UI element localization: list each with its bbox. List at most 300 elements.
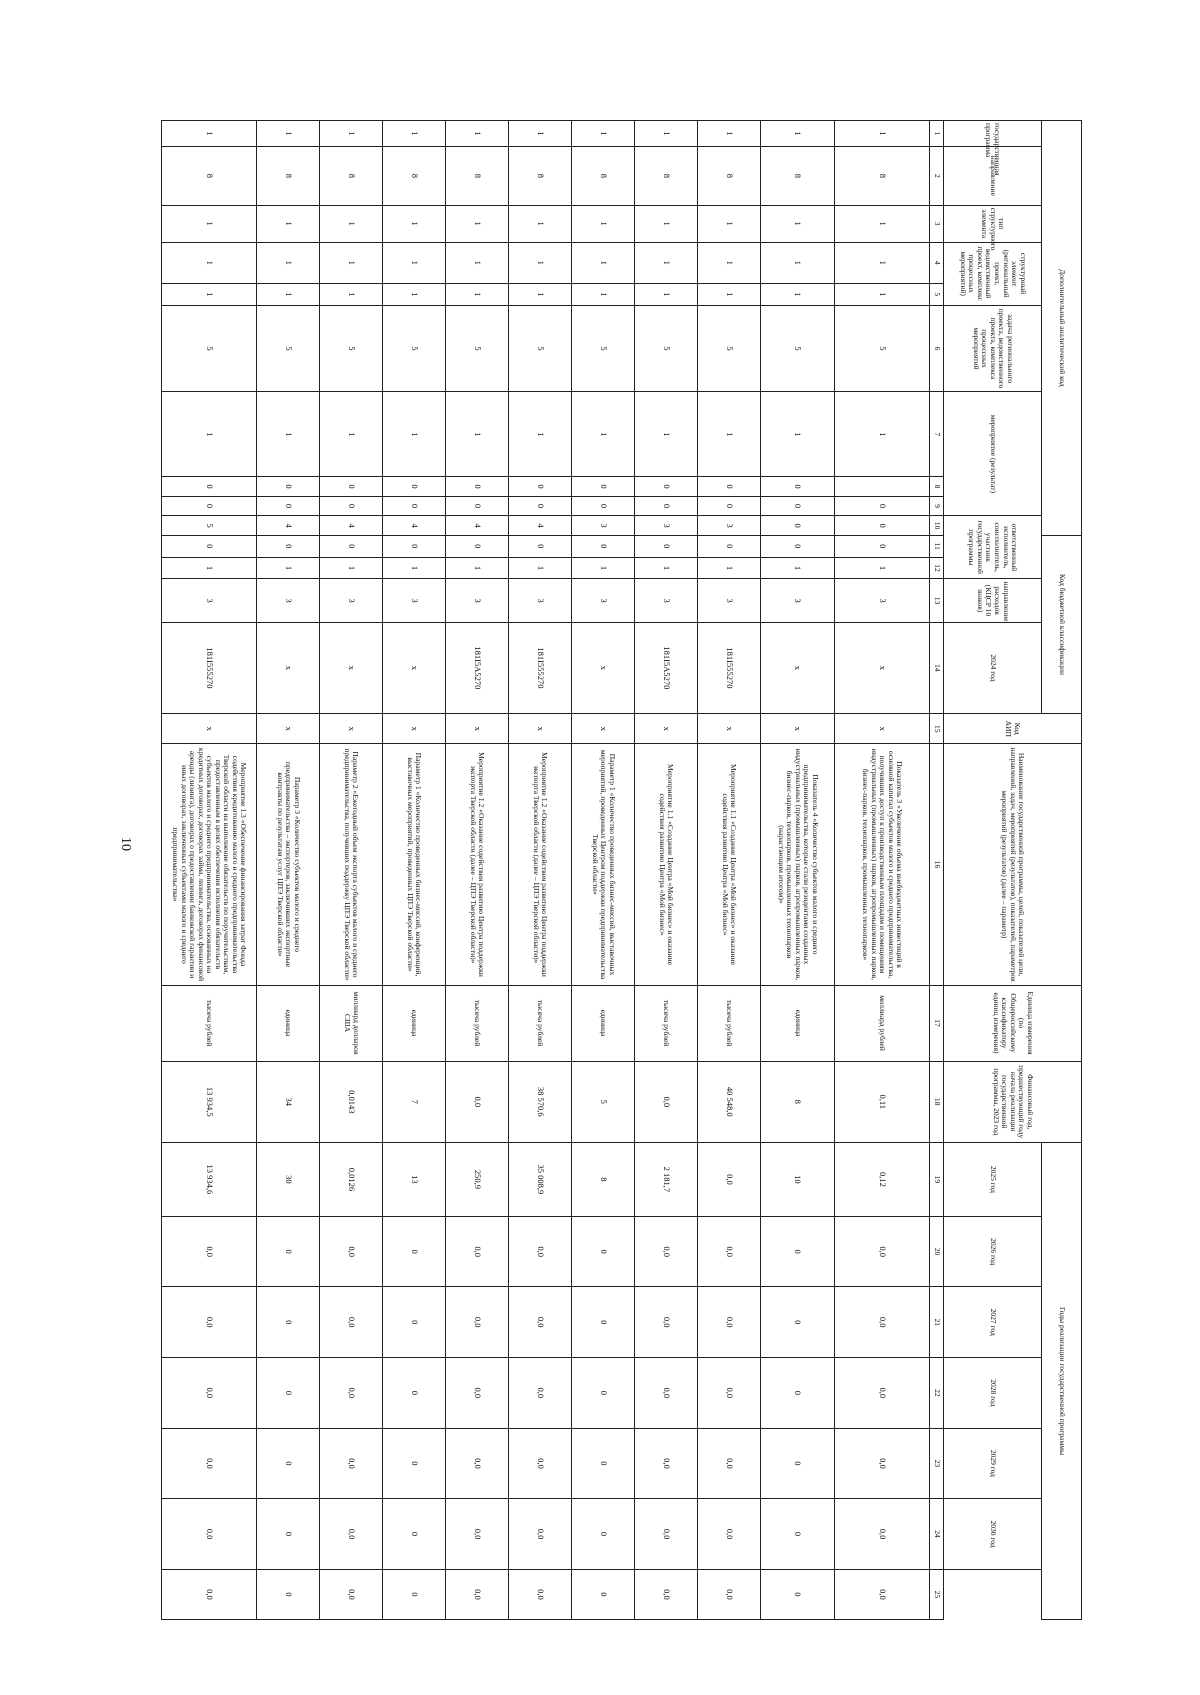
row-year-value-2027: 0,0	[446, 1358, 509, 1429]
row-code-2: 8	[698, 147, 761, 206]
row-code-8	[835, 477, 930, 497]
row-unit-cell: единица	[257, 985, 320, 1061]
row-code-3: 1	[761, 205, 835, 242]
row-code-12: 1	[835, 557, 930, 579]
row-unit-cell: тысяча рублей	[162, 985, 257, 1061]
row-code-3: 1	[635, 205, 698, 242]
header-year-2027: 2027 год	[944, 1287, 1042, 1358]
row-expense-code: х	[320, 622, 383, 713]
row-code-3: 1	[698, 205, 761, 242]
row-code-1: 1	[572, 121, 635, 147]
row-year-value-2026: 0	[257, 1287, 320, 1358]
row-code-6: 5	[320, 305, 383, 392]
row-code-2: 8	[320, 147, 383, 206]
column-number: 9	[930, 496, 944, 516]
row-expense-code: х	[383, 622, 446, 713]
row-code-2: 8	[446, 147, 509, 206]
row-year-value-2024: 8	[572, 1143, 635, 1217]
column-number: 21	[930, 1287, 944, 1358]
row-code-9: 0	[383, 496, 446, 516]
row-code-13: 3	[446, 579, 509, 622]
column-number: 10	[930, 516, 944, 536]
row-code-13: 3	[572, 579, 635, 622]
row-code-5: 1	[383, 283, 446, 305]
row-code-11: 0	[509, 535, 572, 557]
column-number: 2	[930, 147, 944, 206]
row-code-8: 0	[383, 477, 446, 497]
row-code-4: 1	[635, 242, 698, 283]
row-year-value-2025: 0,0	[162, 1216, 257, 1287]
row-code-3: 1	[383, 205, 446, 242]
row-year-value-2028: 0,0	[509, 1428, 572, 1499]
column-number: 23	[930, 1428, 944, 1499]
row-year-value-2027: 0,0	[509, 1358, 572, 1429]
row-name-cell: Мероприятие 1.2 «Оказание содействия развитию Центра поддержки экспорта Тверской области (далее – ЦПЭ Тверской области)»	[446, 744, 509, 985]
row-code-12: 1	[572, 557, 635, 579]
row-code-11: 0	[698, 535, 761, 557]
row-year-value-2028: 0,0	[320, 1428, 383, 1499]
row-code-7: 1	[383, 392, 446, 477]
column-number: 5	[930, 283, 944, 305]
row-year-value-2025: 0	[572, 1216, 635, 1287]
row-year-value-2030: 0,0	[446, 1569, 509, 1619]
row-year-value-2028: 0	[761, 1428, 835, 1499]
row-year-value-2026: 0,0	[446, 1287, 509, 1358]
row-year-value-2024: 13 934,6	[162, 1143, 257, 1217]
row-aip-code: х	[162, 714, 257, 744]
table-row	[320, 121, 383, 1620]
row-code-9: 0	[572, 496, 635, 516]
row-year-value-2024: 10	[761, 1143, 835, 1217]
row-base-value: 0,0	[635, 1061, 698, 1142]
row-aip-code: х	[257, 714, 320, 744]
row-aip-code: х	[383, 714, 446, 744]
row-code-7: 1	[257, 392, 320, 477]
row-unit-cell: тысяча рублей	[509, 985, 572, 1061]
row-year-value-2026: 0,0	[320, 1287, 383, 1358]
row-name-cell: Параметр 1 «Количество проведенных бизнес-миссий, выставочных мероприятий, проведенных Центром поддержки предпринимательства Тверской области»	[572, 744, 635, 985]
row-code-11: 0	[257, 535, 320, 557]
row-code-4: 1	[446, 242, 509, 283]
row-year-value-2029: 0	[383, 1499, 446, 1570]
row-year-value-2026: 0,0	[635, 1287, 698, 1358]
row-code-10: 3	[698, 516, 761, 536]
row-year-value-2028: 0,0	[698, 1428, 761, 1499]
row-code-12: 1	[509, 557, 572, 579]
row-code-9: 0	[257, 496, 320, 516]
row-year-value-2030: 0,0	[509, 1569, 572, 1619]
row-code-3: 1	[509, 205, 572, 242]
row-code-2: 8	[383, 147, 446, 206]
row-code-5: 1	[162, 283, 257, 305]
row-code-7: 1	[698, 392, 761, 477]
row-year-value-2029: 0,0	[835, 1499, 930, 1570]
row-code-5: 1	[835, 283, 930, 305]
page-number: 10	[118, 837, 133, 851]
row-unit-cell: тысяча рублей	[635, 985, 698, 1061]
table-row	[383, 121, 446, 1620]
row-year-value-2026: 0	[572, 1287, 635, 1358]
row-code-8: 0	[572, 477, 635, 497]
row-expense-code: х	[257, 622, 320, 713]
row-code-10: 3	[635, 516, 698, 536]
header-year-2030: 2030 год	[944, 1499, 1042, 1570]
row-code-3: 1	[320, 205, 383, 242]
row-year-value-2030: 0,0	[320, 1569, 383, 1619]
row-code-1: 1	[761, 121, 835, 147]
row-year-value-2028: 0,0	[162, 1428, 257, 1499]
row-year-value-2027: 0,0	[162, 1358, 257, 1429]
row-code-5: 1	[446, 283, 509, 305]
row-year-value-2025: 0,0	[698, 1216, 761, 1287]
table-row	[698, 121, 761, 1620]
row-code-5: 1	[257, 283, 320, 305]
row-code-6: 5	[446, 305, 509, 392]
row-aip-code: х	[572, 714, 635, 744]
row-code-8: 0	[257, 477, 320, 497]
row-code-11: 0	[761, 535, 835, 557]
row-name-cell: Параметр 3 «Количество субъектов малого и среднего предпринимательства – экспортеров, заключивших экспортные контракты по результатам услуг ЦПЭ Тверской области»	[257, 744, 320, 985]
row-year-value-2026: 0	[383, 1287, 446, 1358]
row-year-value-2028: 0,0	[635, 1428, 698, 1499]
row-year-value-2030: 0,0	[835, 1569, 930, 1619]
row-expense-code: 181I555270	[698, 622, 761, 713]
column-number: 7	[930, 392, 944, 477]
row-code-13: 3	[698, 579, 761, 622]
row-code-2: 8	[162, 147, 257, 206]
header-year-2024: 2024 год	[944, 622, 1042, 713]
row-code-3: 1	[257, 205, 320, 242]
row-code-1: 1	[446, 121, 509, 147]
row-expense-code: 181I555270	[509, 622, 572, 713]
row-code-6: 5	[698, 305, 761, 392]
header-year-2026: 2026 год	[944, 1216, 1042, 1287]
table-row	[761, 121, 835, 1620]
row-year-value-2029: 0,0	[635, 1499, 698, 1570]
table-row	[835, 121, 930, 1620]
row-code-8: 0	[162, 477, 257, 497]
row-code-11: 0	[635, 535, 698, 557]
header-type: тип структурного элемента	[944, 205, 1042, 242]
row-code-6: 5	[635, 305, 698, 392]
row-code-10: 5	[162, 516, 257, 536]
column-number: 20	[930, 1216, 944, 1287]
header-name: Наименование государственной программы, целей, показателей цели, направлений, задач, мероприятий (результатов), показателей, параметров мероприятий (результатов) (далее – параметр)	[944, 744, 1082, 985]
row-base-value: 38 570,6	[509, 1061, 572, 1142]
row-code-1: 1	[162, 121, 257, 147]
row-year-value-2024: 35 008,9	[509, 1143, 572, 1217]
header-executor: ответственный исполнитель, соисполнитель, участник государственной программы	[944, 516, 1042, 579]
row-base-value: 0,0	[446, 1061, 509, 1142]
row-unit-cell: единица	[572, 985, 635, 1061]
header-task: задача регионального проекта, ведомственного проекта, комплекса процессных мероприятий	[944, 305, 1042, 392]
row-aip-code: х	[635, 714, 698, 744]
header-years-group: Годы реализации государственной программы	[1042, 1143, 1082, 1620]
row-code-6: 5	[162, 305, 257, 392]
row-year-value-2026: 0,0	[509, 1287, 572, 1358]
row-year-value-2030: 0,0	[698, 1569, 761, 1619]
row-code-1: 1	[698, 121, 761, 147]
row-code-11: 0	[572, 535, 635, 557]
row-code-10: 4	[446, 516, 509, 536]
row-code-13: 3	[635, 579, 698, 622]
row-code-7: 1	[320, 392, 383, 477]
column-number: 14	[930, 622, 944, 713]
row-code-3: 1	[835, 205, 930, 242]
column-number: 17	[930, 985, 944, 1061]
row-year-value-2029: 0,0	[162, 1499, 257, 1570]
row-name-cell: Мероприятие 1.1 «Создание Центра «Мой бизнес» и оказание содействия развитию Центра «Мой бизнес»	[635, 744, 698, 985]
row-base-value: 5	[572, 1061, 635, 1142]
row-code-1: 1	[320, 121, 383, 147]
row-code-11: 0	[162, 535, 257, 557]
row-year-value-2024: 2 181,7	[635, 1143, 698, 1217]
column-number: 24	[930, 1499, 944, 1570]
row-base-value: 34	[257, 1061, 320, 1142]
program-table	[161, 120, 1082, 1620]
table-row	[257, 121, 320, 1620]
row-code-12: 1	[383, 557, 446, 579]
column-number: 4	[930, 242, 944, 283]
row-code-9: 0	[162, 496, 257, 516]
row-year-value-2030: 0,0	[635, 1569, 698, 1619]
row-code-4: 1	[257, 242, 320, 283]
row-code-6: 5	[572, 305, 635, 392]
row-name-cell: Показатель 3 «Увеличение объема внебюджетных инвестиций в основной капитал субъектов малого и среднего предпринимательства, получивших доступ к производственным площадям и помещениям индустриальных (промышленных) парков, агропромышленных парков, бизнес-парков, технопарков, промышленных технопарков»	[835, 744, 930, 985]
row-code-4: 1	[320, 242, 383, 283]
row-unit-cell: тысяча рублей	[446, 985, 509, 1061]
row-code-9: 0	[761, 496, 835, 516]
row-code-7: 1	[446, 392, 509, 477]
row-code-9: 0	[509, 496, 572, 516]
row-code-13: 3	[162, 579, 257, 622]
row-code-10: 4	[257, 516, 320, 536]
row-code-5: 1	[509, 283, 572, 305]
column-number: 22	[930, 1358, 944, 1429]
row-year-value-2029: 0,0	[446, 1499, 509, 1570]
row-code-7: 1	[761, 392, 835, 477]
row-year-value-2029: 0,0	[509, 1499, 572, 1570]
row-code-10: 4	[509, 516, 572, 536]
row-unit-cell: миллиард долларов США	[320, 985, 383, 1061]
row-code-5: 1	[320, 283, 383, 305]
row-year-value-2028: 0	[383, 1428, 446, 1499]
row-code-1: 1	[635, 121, 698, 147]
row-code-5: 1	[635, 283, 698, 305]
column-number: 8	[930, 477, 944, 497]
table-row	[635, 121, 698, 1620]
row-code-10: 3	[572, 516, 635, 536]
row-base-value: 13 934,5	[162, 1061, 257, 1142]
row-code-12: 1	[162, 557, 257, 579]
row-year-value-2024: 250,9	[446, 1143, 509, 1217]
row-year-value-2027: 0	[257, 1358, 320, 1429]
row-code-5: 1	[698, 283, 761, 305]
row-aip-code: х	[835, 714, 930, 744]
row-year-value-2025: 0,0	[320, 1216, 383, 1287]
row-base-value: 0,0143	[320, 1061, 383, 1142]
header-year-2025: 2025 год	[944, 1143, 1042, 1217]
row-code-3: 1	[572, 205, 635, 242]
row-code-4: 1	[835, 242, 930, 283]
row-code-5: 1	[572, 283, 635, 305]
row-code-9: 0	[446, 496, 509, 516]
row-code-7: 1	[835, 392, 930, 477]
column-number: 15	[930, 714, 944, 744]
row-code-2: 8	[509, 147, 572, 206]
table-row	[509, 121, 572, 1620]
row-year-value-2029: 0	[257, 1499, 320, 1570]
row-year-value-2026: 0,0	[698, 1287, 761, 1358]
column-number: 6	[930, 305, 944, 392]
row-code-13: 3	[257, 579, 320, 622]
row-code-8: 0	[509, 477, 572, 497]
row-name-cell: Мероприятие 1.1 «Создание Центра «Мой бизнес» и оказание содействия развитию Центра «Мой бизнес»	[698, 744, 761, 985]
row-year-value-2028: 0,0	[835, 1428, 930, 1499]
table-row	[572, 121, 635, 1620]
row-code-1: 1	[257, 121, 320, 147]
row-year-value-2030: 0	[572, 1569, 635, 1619]
row-code-2: 8	[635, 147, 698, 206]
column-number: 18	[930, 1061, 944, 1142]
header-struct: структурный элемент (региональный проект, ведомственный проект, комплекс процессных мероприятий)	[944, 242, 1042, 305]
row-unit-cell: тысяча рублей	[698, 985, 761, 1061]
row-year-value-2027: 0,0	[320, 1358, 383, 1429]
row-year-value-2029: 0	[572, 1499, 635, 1570]
row-year-value-2024: 0,0	[698, 1143, 761, 1217]
row-code-11: 0	[320, 535, 383, 557]
row-code-12: 1	[635, 557, 698, 579]
row-code-4: 1	[572, 242, 635, 283]
row-year-value-2025: 0	[383, 1216, 446, 1287]
column-number: 19	[930, 1143, 944, 1217]
row-year-value-2024: 0,0126	[320, 1143, 383, 1217]
row-code-12: 1	[761, 557, 835, 579]
column-number: 12	[930, 557, 944, 579]
row-code-2: 8	[761, 147, 835, 206]
row-year-value-2026: 0	[761, 1287, 835, 1358]
row-code-2: 8	[572, 147, 635, 206]
row-base-value: 0,11	[835, 1061, 930, 1142]
row-year-value-2025: 0	[257, 1216, 320, 1287]
table-row	[162, 121, 257, 1620]
row-code-6: 5	[835, 305, 930, 392]
row-code-12: 1	[257, 557, 320, 579]
column-number: 1	[930, 121, 944, 147]
header-year-2028: 2028 год	[944, 1358, 1042, 1429]
row-year-value-2025: 0,0	[835, 1216, 930, 1287]
row-aip-code: х	[446, 714, 509, 744]
row-code-1: 1	[383, 121, 446, 147]
row-year-value-2028: 0	[257, 1428, 320, 1499]
row-aip-code: х	[320, 714, 383, 744]
row-year-value-2025: 0,0	[509, 1216, 572, 1287]
row-code-13: 3	[383, 579, 446, 622]
header-event: мероприятие (результат)	[944, 392, 1042, 516]
column-number: 11	[930, 535, 944, 557]
row-code-8: 0	[698, 477, 761, 497]
row-code-7: 1	[635, 392, 698, 477]
row-year-value-2027: 0,0	[835, 1358, 930, 1429]
row-code-6: 5	[383, 305, 446, 392]
header-aip: Код АИП	[944, 714, 1082, 744]
row-code-2: 8	[835, 147, 930, 206]
column-number: 25	[930, 1569, 944, 1619]
row-base-value: 8	[761, 1061, 835, 1142]
row-code-11: 0	[835, 535, 930, 557]
row-expense-code: х	[835, 622, 930, 713]
row-year-value-2029: 0,0	[698, 1499, 761, 1570]
row-code-6: 5	[509, 305, 572, 392]
row-code-10: 0	[761, 516, 835, 536]
row-aip-code: х	[509, 714, 572, 744]
row-year-value-2030: 0	[257, 1569, 320, 1619]
row-code-8: 0	[446, 477, 509, 497]
row-year-value-2030: 0	[383, 1569, 446, 1619]
header-gp: государственная программа	[944, 121, 1042, 147]
rotated-table-sheet	[171, 120, 1082, 1620]
row-code-13: 3	[835, 579, 930, 622]
header-expense: направление расходов (КЦСР 10 знаков)	[944, 579, 1042, 622]
row-unit-cell: единица	[383, 985, 446, 1061]
row-name-cell: Параметр 2 «Ежегодный объем экспорта субъектов малого и среднего предпринимательства, получивших поддержку ЦПЭ Тверской области»	[320, 744, 383, 985]
row-code-9: 0	[635, 496, 698, 516]
row-name-cell: Мероприятие 1.2 «Оказание содействия развитию Центра поддержки экспорта Тверской области (далее – ЦПЭ Тверской области)»	[509, 744, 572, 985]
row-year-value-2030: 0	[761, 1569, 835, 1619]
row-code-10: 4	[383, 516, 446, 536]
row-code-7: 1	[572, 392, 635, 477]
row-year-value-2024: 30	[257, 1143, 320, 1217]
row-code-3: 1	[446, 205, 509, 242]
column-number: 3	[930, 205, 944, 242]
row-code-4: 1	[698, 242, 761, 283]
row-expense-code: 181I5А5270	[446, 622, 509, 713]
row-year-value-2030: 0,0	[162, 1569, 257, 1619]
row-code-6: 5	[257, 305, 320, 392]
row-base-value: 7	[383, 1061, 446, 1142]
row-code-7: 1	[162, 392, 257, 477]
row-name-cell: Показатель 4 «Количество субъектов малого и среднего предпринимательства, которые стали резидентами созданных индустриальных (промышленных) парков, агропромышленных парков, бизнес-парков, технопарков, промышленных технопарков (нарастающим итогом)»	[761, 744, 835, 985]
header-base-year: Финансовый год, предшествующий году начала реализации государственной программы, 2023 год	[944, 1061, 1082, 1142]
table-row	[446, 121, 509, 1620]
row-code-4: 1	[383, 242, 446, 283]
row-year-value-2027: 0,0	[635, 1358, 698, 1429]
header-kbk: Код бюджетной классификации	[1042, 535, 1082, 713]
row-expense-code: х	[572, 622, 635, 713]
row-year-value-2025: 0,0	[446, 1216, 509, 1287]
row-code-10: 4	[320, 516, 383, 536]
row-year-value-2024: 0,12	[835, 1143, 930, 1217]
row-year-value-2029: 0,0	[320, 1499, 383, 1570]
row-expense-code: 181I555270	[162, 622, 257, 713]
row-year-value-2027: 0,0	[698, 1358, 761, 1429]
row-year-value-2029: 0	[761, 1499, 835, 1570]
row-expense-code: 181I5А5270	[635, 622, 698, 713]
row-code-10: 0	[835, 516, 930, 536]
row-year-value-2027: 0	[383, 1358, 446, 1429]
row-code-6: 5	[761, 305, 835, 392]
row-code-8: 0	[635, 477, 698, 497]
row-code-13: 3	[509, 579, 572, 622]
row-expense-code: х	[761, 622, 835, 713]
row-aip-code: х	[698, 714, 761, 744]
header-unit: Единица измерения (по Общероссийскому классификатору единиц измерения)	[944, 985, 1082, 1061]
row-code-11: 0	[383, 535, 446, 557]
row-code-5: 1	[761, 283, 835, 305]
row-year-value-2028: 0	[572, 1428, 635, 1499]
row-unit-cell: миллиард рублей	[835, 985, 930, 1061]
row-year-value-2026: 0,0	[835, 1287, 930, 1358]
